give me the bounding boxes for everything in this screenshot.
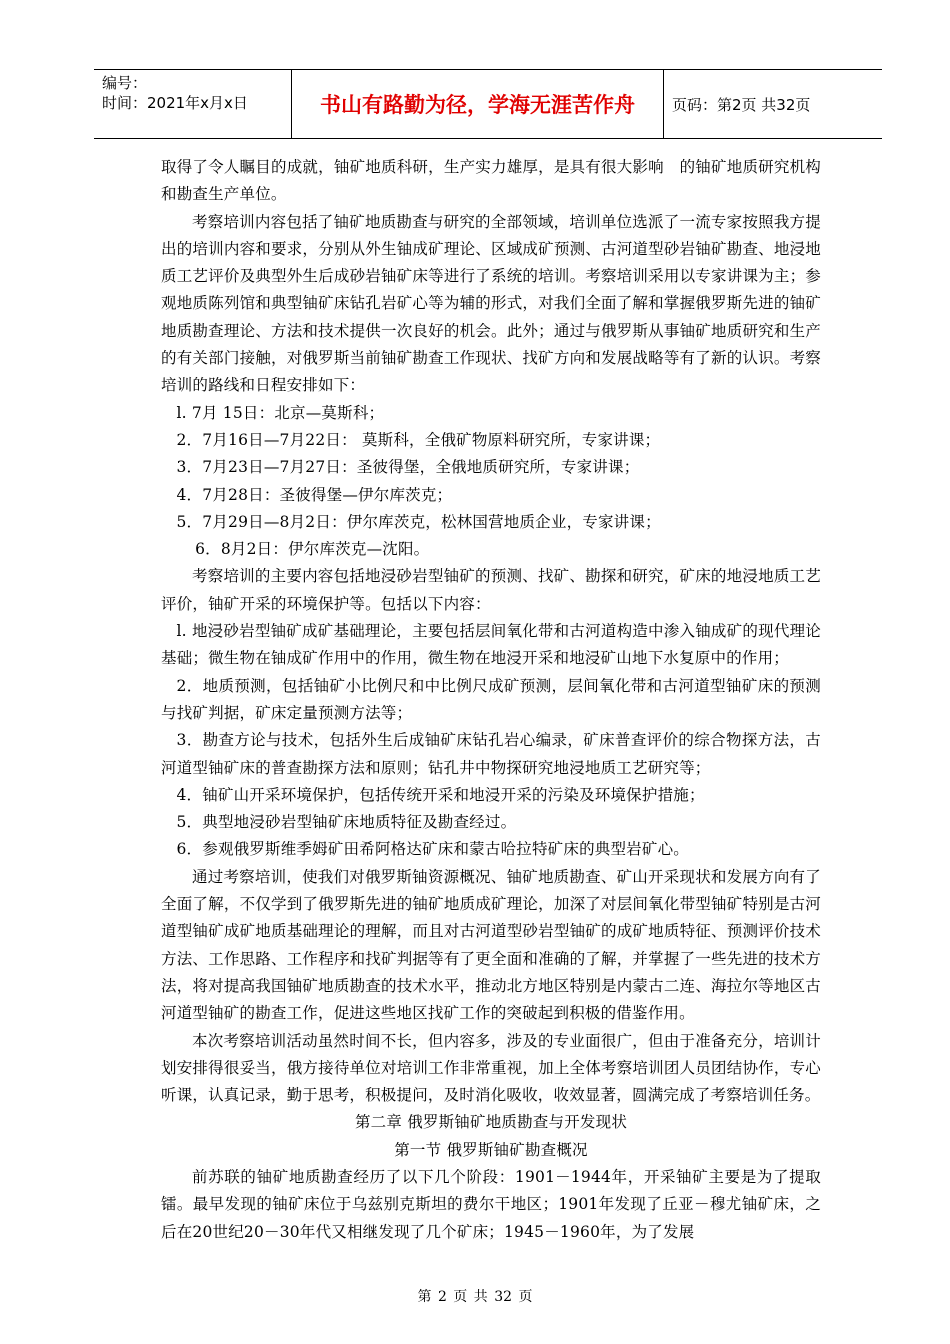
list-item: 5．典型地浸砂岩型铀矿床地质特征及勘查经过。 (176, 813, 517, 832)
list-item: 2．7月16日—7月22日： 莫斯科，全俄矿物原料研究所，专家讲课； (176, 430, 661, 449)
paragraph: 考察培训的主要内容包括地浸砂岩型铀矿的预测、找矿、勘探和研究，矿床的地浸地质工艺评价，铀矿开采的环境保护等。包括以下内容： (161, 567, 821, 613)
paragraph: 取得了令人瞩目的成就，铀矿地质科研，生产实力雄厚，是具有很大影响 的铀矿地质研究机构和勘查生产单位。 (161, 158, 821, 204)
list-item: 6．8月2日：伊尔库茨克—沈阳。 (195, 540, 430, 559)
paragraph: 通过考察培训，使我们对俄罗斯铀资源概况、铀矿地质勘查、矿山开采现状和发展方向有了全面了解，不仅学到了俄罗斯先进的铀矿地质成矿理论，加深了对层间氧化带型铀矿特别是古河道型铀矿成矿地质基础理论的理解，而且对古河道型砂岩型铀矿的成矿地质特征、预测评价技术方法、工作思路、工作程序和找矿判据等有了更全面和准确的了解，并掌握了一些先进的技术方法，将对提高我国铀矿地质勘查的技术水平，推动北方地区特别是内蒙古二连、海拉尔等地区古河道型铀矿的勘查工作，促进这些地区找矿工作的突破起到积极的借鉴作用。 (161, 867, 821, 1023)
list-item: 4．铀矿山开采环境保护，包括传统开采和地浸开采的污染及环境保护措施； (176, 785, 705, 804)
serial-label: 编号： (102, 74, 148, 92)
paragraph: 本次考察培训活动虽然时间不长，但内容多，涉及的专业面很广，但由于准备充分，培训计划安排得很妥当，俄方接待单位对培训工作非常重视，加上全体考察培训团人员团结协作，专心听课，认真记录，勤于思考，积极提问，及时消化吸收，收效显著，圆满完成了考察培训任务。 (161, 1031, 821, 1105)
list-item: 4．7月28日：圣彼得堡—伊尔库茨克； (176, 485, 453, 504)
page-number-label: 页码：第2页 共32页 (672, 95, 811, 114)
page-footer: 第 2 页 共 32 页 (417, 1289, 533, 1305)
chapter-heading: 第二章 俄罗斯铀矿地质勘查与开发现状 (354, 1113, 628, 1132)
list-item: 3．勘查方论与技术，包括外生后成铀矿床钻孔岩心编录，矿床普查评价的综合物探方法，古河道型铀矿床的普查勘探方法和原则；钻孔井中物探研究地浸地质工艺研究等； (161, 731, 821, 777)
list-item: l. 地浸砂岩型铀矿成矿基础理论，主要包括层间氧化带和古河道构造中渗入铀成矿的现代理论基础；微生物在铀成矿作用中的作用，微生物在地浸开采和地浸矿山地下水复原中的作用； (161, 622, 821, 668)
document-body (161, 154, 821, 1246)
paragraph: 考察培训内容包括了铀矿地质勘查与研究的全部领域，培训单位选派了一流专家按照我方提出的培训内容和要求，分别从外生铀成矿理论、区域成矿预测、古河道型砂岩铀矿勘查、地浸地质工艺评价及典型外生后成砂岩铀矿床等进行了系统的培训。考察培训采用以专家讲课为主；参观地质陈列馆和典型铀矿床钻孔岩矿心等为辅的形式，对我们全面了解和掌握俄罗斯先进的铀矿地质勘查理论、方法和技术提供一次良好的机会。此外；通过与俄罗斯从事铀矿地质研究和生产的有关部门接触，对俄罗斯当前铀矿勘查工作现状、找矿方向和发展战略等有了新的认识。考察培训的路线和日程安排如下： (161, 212, 821, 395)
page-header (94, 69, 882, 139)
header-motto: 书山有路勤为径，学海无涯苦作舟 (292, 70, 664, 138)
list-item: 6．参观俄罗斯维季姆矿田希阿格达矿床和蒙古哈拉特矿床的典型岩矿心。 (176, 840, 689, 859)
section-heading: 第一节 俄罗斯铀矿勘查概况 (394, 1140, 588, 1159)
list-item: 3．7月23日—7月27日：圣彼得堡，全俄地质研究所，专家讲课； (176, 458, 640, 477)
list-item: l. 7月 15日：北京—莫斯科； (176, 403, 385, 422)
paragraph: 前苏联的铀矿地质勘查经历了以下几个阶段：1901－1944年，开采铀矿主要是为了提取镭。最早发现的铀矿床位于乌兹别克斯坦的费尔干地区；1901年发现了丘亚－穆尤铀矿床，之后在20世纪20－30年代又相继发现了几个矿床；1945－1960年，为了发展 (161, 1167, 821, 1241)
list-item: 5．7月29日—8月2日：伊尔库茨克，松林国营地质企业，专家讲课； (176, 512, 661, 531)
list-item: 2．地质预测，包括铀矿小比例尺和中比例尺成矿预测，层间氧化带和古河道型铀矿床的预测与找矿判据，矿床定量预测方法等； (161, 676, 821, 722)
header-meta (94, 70, 292, 138)
time-label: 时间：2021年x月x日 (102, 94, 248, 112)
